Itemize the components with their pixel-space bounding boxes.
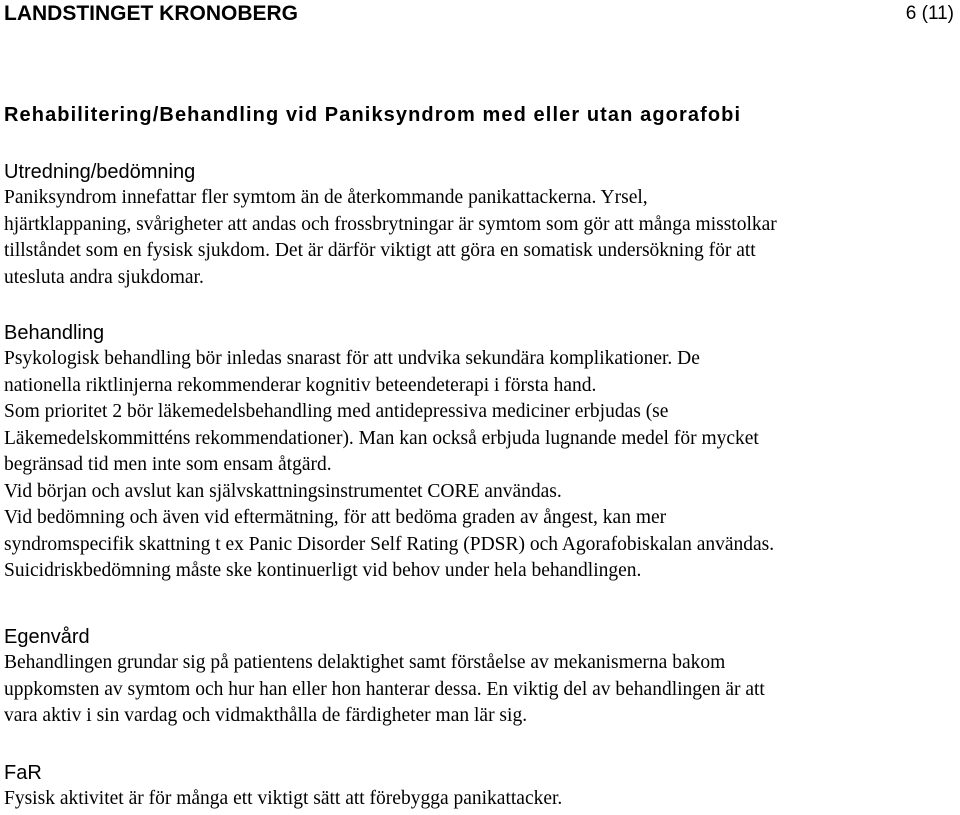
- page-header: [4, 1, 954, 27]
- section-body: [4, 185, 954, 291]
- section-body: [4, 650, 954, 730]
- section-body: [4, 786, 954, 813]
- body-line: uppkomsten av symtom och hur han eller hon hanterar dessa. En viktig del av behandlingen är att: [4, 678, 765, 700]
- section-far: [4, 760, 954, 813]
- section-utredning: [4, 159, 954, 291]
- body-line: utesluta andra sjukdomar.: [4, 266, 204, 288]
- section-heading: FaR: [4, 762, 42, 784]
- body-line: vara aktiv i sin vardag och vidmakthålla de färdigheter man lär sig.: [4, 705, 528, 726]
- body-line: Som prioritet 2 bör läkemedelsbehandling med antidepressiva mediciner erbjudas (se: [4, 401, 669, 422]
- body-line: Fysisk aktivitet är för många ett viktigt sätt att förebygga panikattacker.: [4, 788, 563, 809]
- body-line: syndromspecifik skattning t ex Panic Disorder Self Rating (PDSR) och Agorafobiskalan användas.: [4, 533, 775, 555]
- body-line: Vid bedömning och även vid eftermätning, för att bedöma graden av ångest, kan mer: [4, 507, 667, 528]
- section-body: [4, 346, 954, 585]
- page-number: 6 (11): [905, 3, 954, 24]
- body-line: Psykologisk behandling bör inledas snarast för att undvika sekundära komplikationer. De: [4, 348, 700, 369]
- section-heading: Behandling: [4, 322, 105, 344]
- section-egenvard: [4, 624, 954, 730]
- body-line: tillståndet som en fysisk sjukdom. Det är därför viktigt att göra en somatisk undersökning för att: [4, 240, 756, 261]
- body-line: nationella riktlinjerna rekommenderar kognitiv beteendeterapi i första hand.: [4, 374, 597, 396]
- section-behandling: [4, 320, 954, 585]
- body-line: begränsad tid men inte som ensam åtgärd.: [4, 454, 332, 475]
- section-heading: Utredning/bedömning: [4, 161, 196, 183]
- body-line: hjärtklappaning, svårigheter att andas och frossbrytningar är symtom som gör att många misstolkar: [4, 213, 777, 235]
- body-line: Suicidriskbedömning måste ske kontinuerligt vid behov under hela behandlingen.: [4, 560, 642, 581]
- body-line: Paniksyndrom innefattar fler symtom än de återkommande panikattackerna. Yrsel,: [4, 187, 648, 208]
- body-line: Behandlingen grundar sig på patientens delaktighet samt förståelse av mekanismerna bakom: [4, 652, 726, 673]
- document-title: Rehabilitering/Behandling vid Paniksyndrom med eller utan agorafobi: [4, 104, 742, 126]
- organization-name: LANDSTINGET KRONOBERG: [4, 2, 298, 25]
- body-line: Läkemedelskommitténs rekommendationer). Man kan också erbjuda lugnande medel för mycket: [4, 427, 759, 449]
- body-line: Vid början och avslut kan självskattningsinstrumentet CORE användas.: [4, 480, 562, 502]
- section-heading: Egenvård: [4, 626, 90, 648]
